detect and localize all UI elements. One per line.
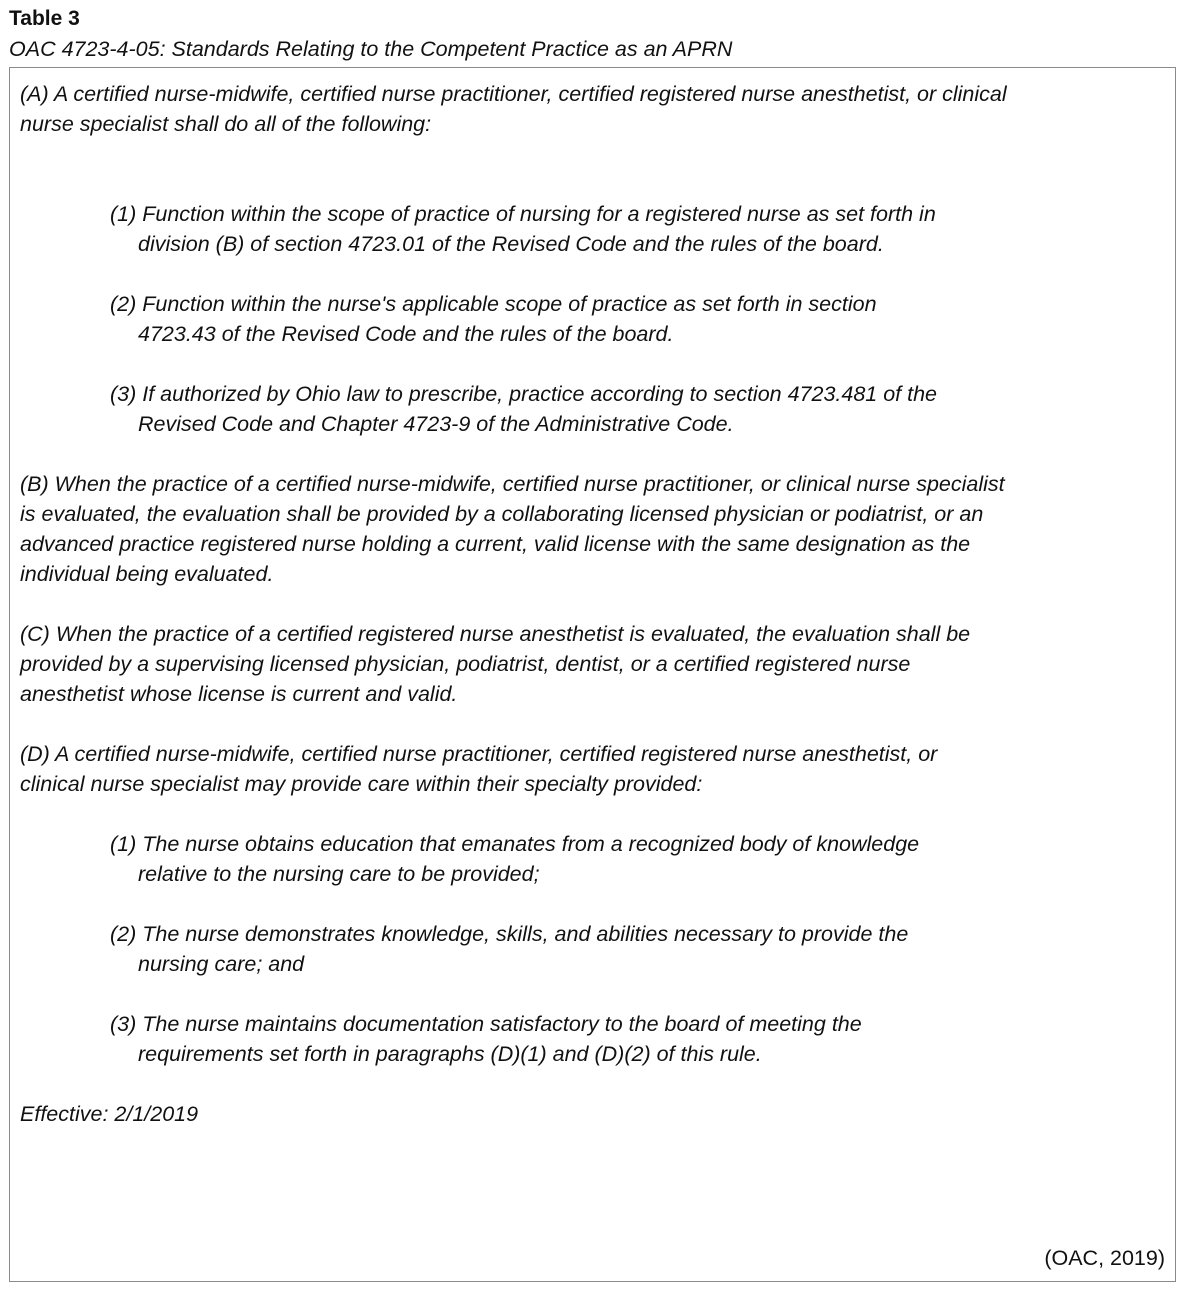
section-a-item-1: (1) Function within the scope of practice of nursing for a registered nurse as set forth in division (B) of section 4723.01 of the Revised Code and the rules of the board.: [110, 202, 936, 256]
section-b-line-3: advanced practice registered nurse holding a current, valid license with the same designation as the: [20, 532, 971, 556]
rule-content: [20, 79, 1170, 1129]
section-b-line-1: (B) When the practice of a certified nurse-midwife, certified nurse practitioner, or clinical nurse specialist: [20, 472, 1005, 496]
section-a-item-2: (2) Function within the nurse's applicable scope of practice as set forth in section 4723.43 of the Revised Code and the rules of the board.: [110, 292, 877, 346]
section-c-line-1: (C) When the practice of a certified registered nurse anesthetist is evaluated, the evaluation shall be: [20, 622, 971, 646]
rule-text-box: [9, 67, 1176, 1282]
citation: (OAC, 2019): [1044, 1246, 1165, 1270]
section-c-line-2: provided by a supervising licensed physician, podiatrist, dentist, or a certified registered nurse: [20, 652, 911, 676]
section-d-line-2: clinical nurse specialist may provide care within their specialty provided:: [20, 772, 703, 796]
section-a-line-2: nurse specialist shall do all of the following:: [20, 112, 432, 136]
section-c-line-3: anesthetist whose license is current and valid.: [20, 682, 458, 706]
section-a-line-1: (A) A certified nurse-midwife, certified nurse practitioner, certified registered nurse anesthetist, or clinical: [20, 82, 1007, 106]
effective-date: Effective: 2/1/2019: [20, 1102, 199, 1126]
section-d-item-1: (1) The nurse obtains education that emanates from a recognized body of knowledge relative to the nursing care to be provided;: [110, 832, 920, 886]
section-b-line-2: is evaluated, the evaluation shall be provided by a collaborating licensed physician or podiatrist, or an: [20, 502, 984, 526]
section-d-item-2: (2) The nurse demonstrates knowledge, skills, and abilities necessary to provide the nursing care; and: [110, 922, 909, 976]
section-b-line-4: individual being evaluated.: [20, 562, 274, 586]
table-caption: OAC 4723-4-05: Standards Relating to the Competent Practice as an APRN: [9, 37, 733, 61]
section-d-item-3: (3) The nurse maintains documentation satisfactory to the board of meeting the requirements set forth in paragraphs (D)(1) and (D)(2) of this rule.: [110, 1012, 862, 1066]
section-d-line-1: (D) A certified nurse-midwife, certified nurse practitioner, certified registered nurse anesthetist, or: [20, 742, 938, 766]
table-label: Table 3: [9, 7, 80, 30]
section-a-item-3: (3) If authorized by Ohio law to prescribe, practice according to section 4723.481 of the Revised Code and Chapter 4723-9 of the Administrative Code.: [110, 382, 938, 436]
